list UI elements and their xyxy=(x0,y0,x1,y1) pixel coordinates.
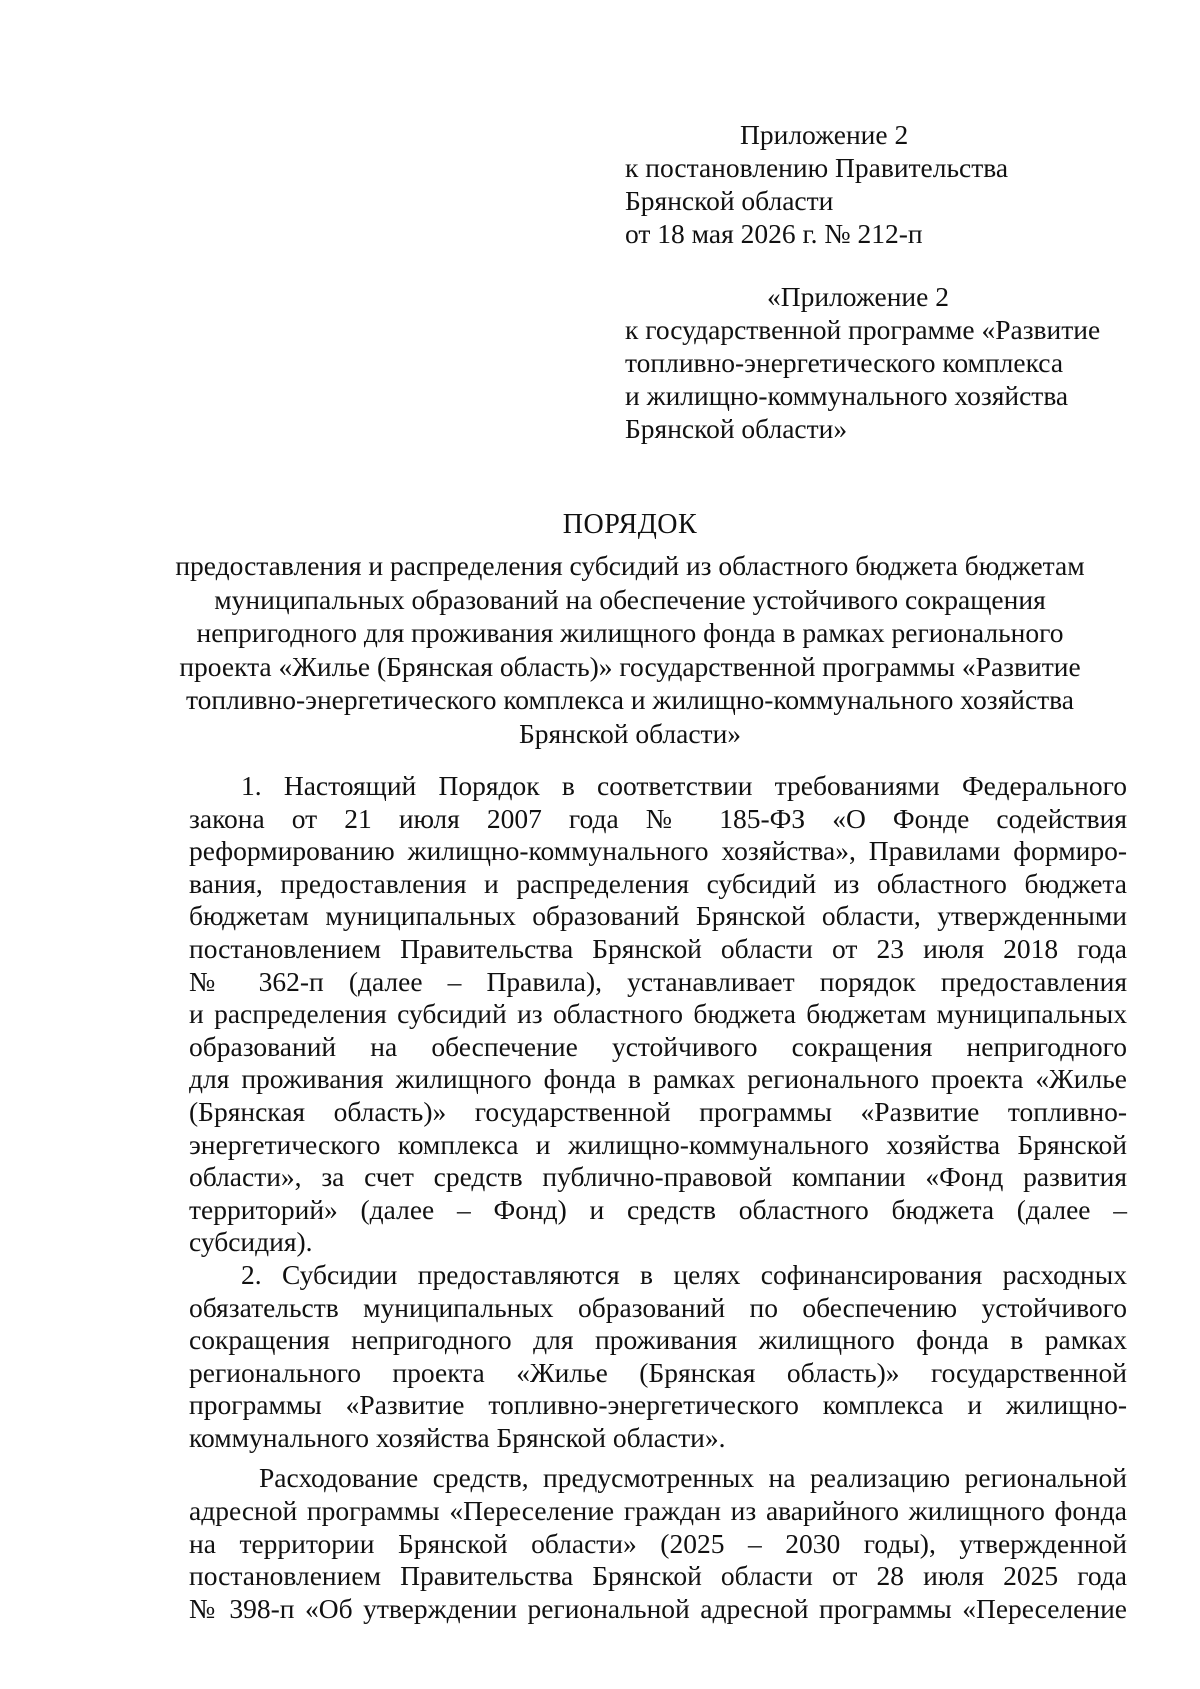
text-line: постановлением Правительства Брянской области от 28 июля 2025 года xyxy=(189,1560,1127,1592)
appendix-number: Приложение 2 xyxy=(740,119,909,150)
text-line: (Брянская область)» государственной программы «Развитие топливно- xyxy=(189,1095,1127,1127)
appendix-reference-line: к постановлению Правительства xyxy=(625,152,1009,183)
text-line: закона от 21 июля 2007 года № 185-ФЗ «О Фонде содействия xyxy=(189,802,1127,834)
text-line: обязательств муниципальных образований по обеспечению устойчивого xyxy=(189,1291,1127,1323)
subtitle-line: предоставления и распределения субсидий из областного бюджета бюджетам xyxy=(175,550,1085,581)
text-line: для проживания жилищного фонда в рамках регионального проекта «Жилье xyxy=(189,1063,1127,1095)
paragraph-3 xyxy=(189,1462,1127,1625)
text-line: 2. Субсидии предоставляются в целях софинансирования расходных xyxy=(241,1258,1127,1290)
text-line: регионального проекта «Жилье (Брянская область)» государственной xyxy=(189,1356,1127,1388)
appendix-date-number-line: от 18 мая 2026 г. № 212-п xyxy=(625,218,923,249)
paragraph-gap xyxy=(189,1454,1127,1462)
text-line: образований на обеспечение устойчивого сокращения непригодного xyxy=(189,1030,1127,1062)
text-line: реформированию жилищно-коммунального хозяйства», Правилами формиро- xyxy=(189,835,1127,867)
text-line: № 398-п «Об утверждении региональной адресной программы «Переселение xyxy=(189,1592,1127,1624)
text-line: постановлением Правительства Брянской области от 23 июля 2018 года xyxy=(189,932,1127,964)
appendix-header-resolution xyxy=(625,118,1145,250)
text-line: программы «Развитие топливно-энергетического комплекса и жилищно- xyxy=(189,1389,1127,1421)
document-title-block xyxy=(150,507,1110,750)
appendix-header-program xyxy=(625,280,1145,445)
appendix-program-line: Брянской области» xyxy=(625,413,848,444)
text-line: бюджетам муниципальных образований Брянской области, утвержденными xyxy=(189,900,1127,932)
text-line: и распределения субсидий из областного бюджета бюджетам муниципальных xyxy=(189,998,1127,1030)
appendix-program-line: топливно-энергетического комплекса xyxy=(625,347,1064,378)
document-body xyxy=(189,770,1127,1625)
text-line: адресной программы «Переселение граждан из аварийного жилищного фонда xyxy=(189,1495,1127,1527)
text-line: № 362-п (далее – Правила), устанавливает порядок предоставления xyxy=(189,965,1127,997)
appendix-program-line: и жилищно-коммунального хозяйства xyxy=(625,380,1069,411)
subtitle-line: непригодного для проживания жилищного фонда в рамках регионального xyxy=(196,617,1064,648)
text-line: 1. Настоящий Порядок в соответствии требованиями Федерального xyxy=(241,770,1127,801)
appendix-number: «Приложение 2 xyxy=(767,281,949,312)
text-line: коммунального хозяйства Брянской области». xyxy=(189,1421,726,1453)
appendix-region-line: Брянской области xyxy=(625,185,834,216)
paragraph-1 xyxy=(189,770,1127,1259)
text-line: области», за счет средств публично-правовой компании «Фонд развития xyxy=(189,1161,1127,1193)
text-line: вания, предоставления и распределения субсидий из областного бюджета xyxy=(189,867,1127,899)
text-line: Расходование средств, предусмотренных на реализацию региональной xyxy=(259,1462,1127,1494)
text-line: территорий» (далее – Фонд) и средств областного бюджета (далее – xyxy=(189,1193,1127,1225)
subtitle-line: проекта «Жилье (Брянская область)» государственной программы «Развитие xyxy=(179,650,1081,682)
text-line: на территории Брянской области» (2025 – 2030 годы), утвержденной xyxy=(189,1527,1127,1559)
text-line: субсидия). xyxy=(189,1226,313,1258)
subtitle-line: Брянской области» xyxy=(518,717,742,749)
paragraph-2 xyxy=(189,1259,1127,1455)
text-line: энергетического комплекса и жилищно-коммунального хозяйства Брянской xyxy=(189,1128,1127,1160)
subtitle-line: муниципальных образований на обеспечение устойчивого сокращения xyxy=(214,583,1046,615)
text-line: сокращения непригодного для проживания жилищного фонда в рамках xyxy=(189,1324,1127,1356)
appendix-program-line: к государственной программе «Развитие xyxy=(625,314,1101,345)
document-subtitle xyxy=(150,549,1110,750)
subtitle-line: топливно-энергетического комплекса и жилищно-коммунального хозяйства xyxy=(185,684,1075,715)
document-title: ПОРЯДОК xyxy=(562,509,698,540)
